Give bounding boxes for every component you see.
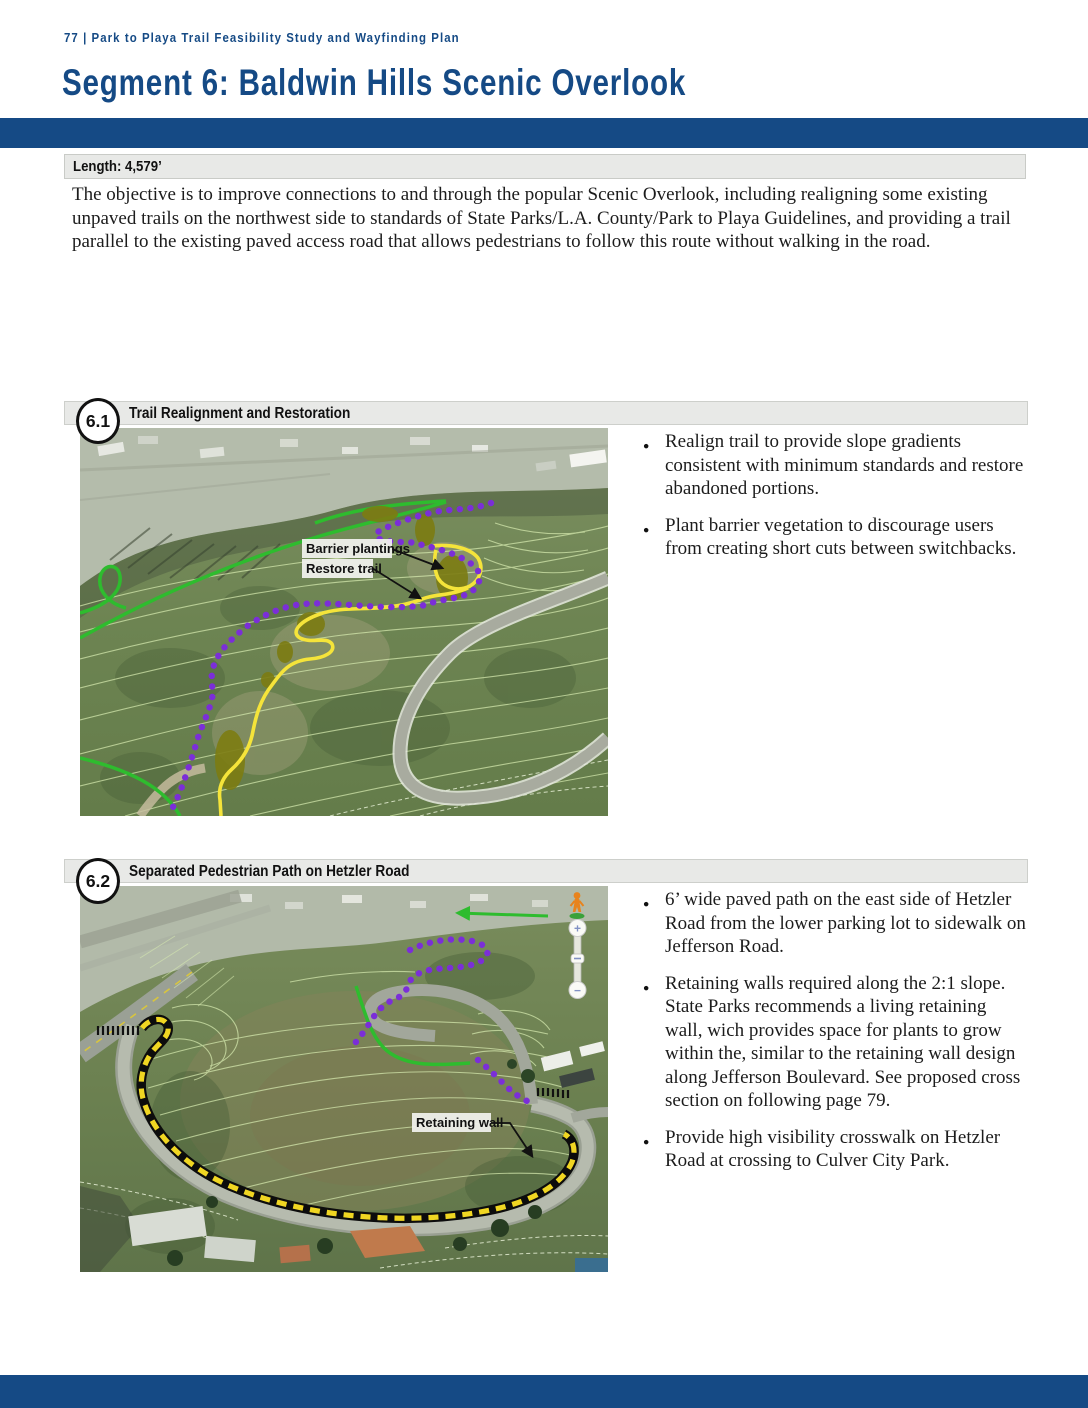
page-header: 77 | Park to Playa Trail Feasibility Study and Wayfinding Plan bbox=[64, 30, 460, 45]
section-6-2-bullets bbox=[640, 888, 1026, 1186]
map-figure-6-1 bbox=[80, 428, 608, 816]
barrier-plantings-label: Barrier plantings bbox=[306, 541, 411, 556]
map-figure-6-2 bbox=[80, 886, 608, 1272]
footer-bar bbox=[0, 1375, 1088, 1408]
badge-number: 6.1 bbox=[85, 410, 111, 431]
section-6-1-bullets bbox=[640, 430, 1026, 574]
bullet-item: ● Retaining walls required along the 2:1 slope. State Parks recommends a living retaining wall, wich provides space for plants to grow within the, similar to the retaining wall design along Jefferson Boulevard. See proposed cross section on following page 79. bbox=[640, 972, 1026, 1113]
minus-icon: − bbox=[573, 983, 582, 998]
section-6-1-badge bbox=[76, 398, 120, 444]
aerial-map-hetzler-road bbox=[80, 886, 608, 1272]
bullet-item: ● Plant barrier vegetation to discourage users from creating short cuts between switchbacks. bbox=[640, 514, 1026, 561]
page-title: Segment 6: Baldwin Hills Scenic Overlook bbox=[62, 62, 687, 103]
intro-paragraph: The objective is to improve connections to and through the popular Scenic Overlook, including realigning some existing unpaved trails on the northwest side to standards of State Parks/L.A. County/Park to Playa Guidelines, and providing a trail parallel to the existing paved access road that allows pedestrians to follow this route without walking in the road. bbox=[72, 184, 1011, 252]
zoom-slider bbox=[569, 920, 586, 999]
aerial-map-trail-realignment bbox=[80, 428, 608, 816]
length-badge: Length: 4,579’ bbox=[64, 154, 1026, 179]
title-divider-bar bbox=[0, 118, 1088, 148]
bullet-item: ● Realign trail to provide slope gradients consistent with minimum standards and restore abandoned portions. bbox=[640, 430, 1026, 501]
bullet-item: ● 6’ wide paved path on the east side of Hetzler Road from the lower parking lot to sidewalk on Jefferson Road. bbox=[640, 888, 1026, 959]
section-6-2-header-bar: Separated Pedestrian Path on Hetzler Road bbox=[64, 859, 1028, 883]
section-6-2-badge bbox=[76, 858, 120, 904]
restore-trail-label: Restore trail bbox=[306, 561, 382, 576]
section-6-1-header-bar: Trail Realignment and Restoration bbox=[64, 401, 1028, 425]
badge-number: 6.2 bbox=[85, 870, 111, 891]
bullet-item: ● Provide high visibility crosswalk on Hetzler Road at crossing to Culver City Park. bbox=[640, 1126, 1026, 1173]
retaining-wall-label: Retaining wall bbox=[416, 1115, 504, 1130]
plus-icon: + bbox=[573, 921, 582, 936]
